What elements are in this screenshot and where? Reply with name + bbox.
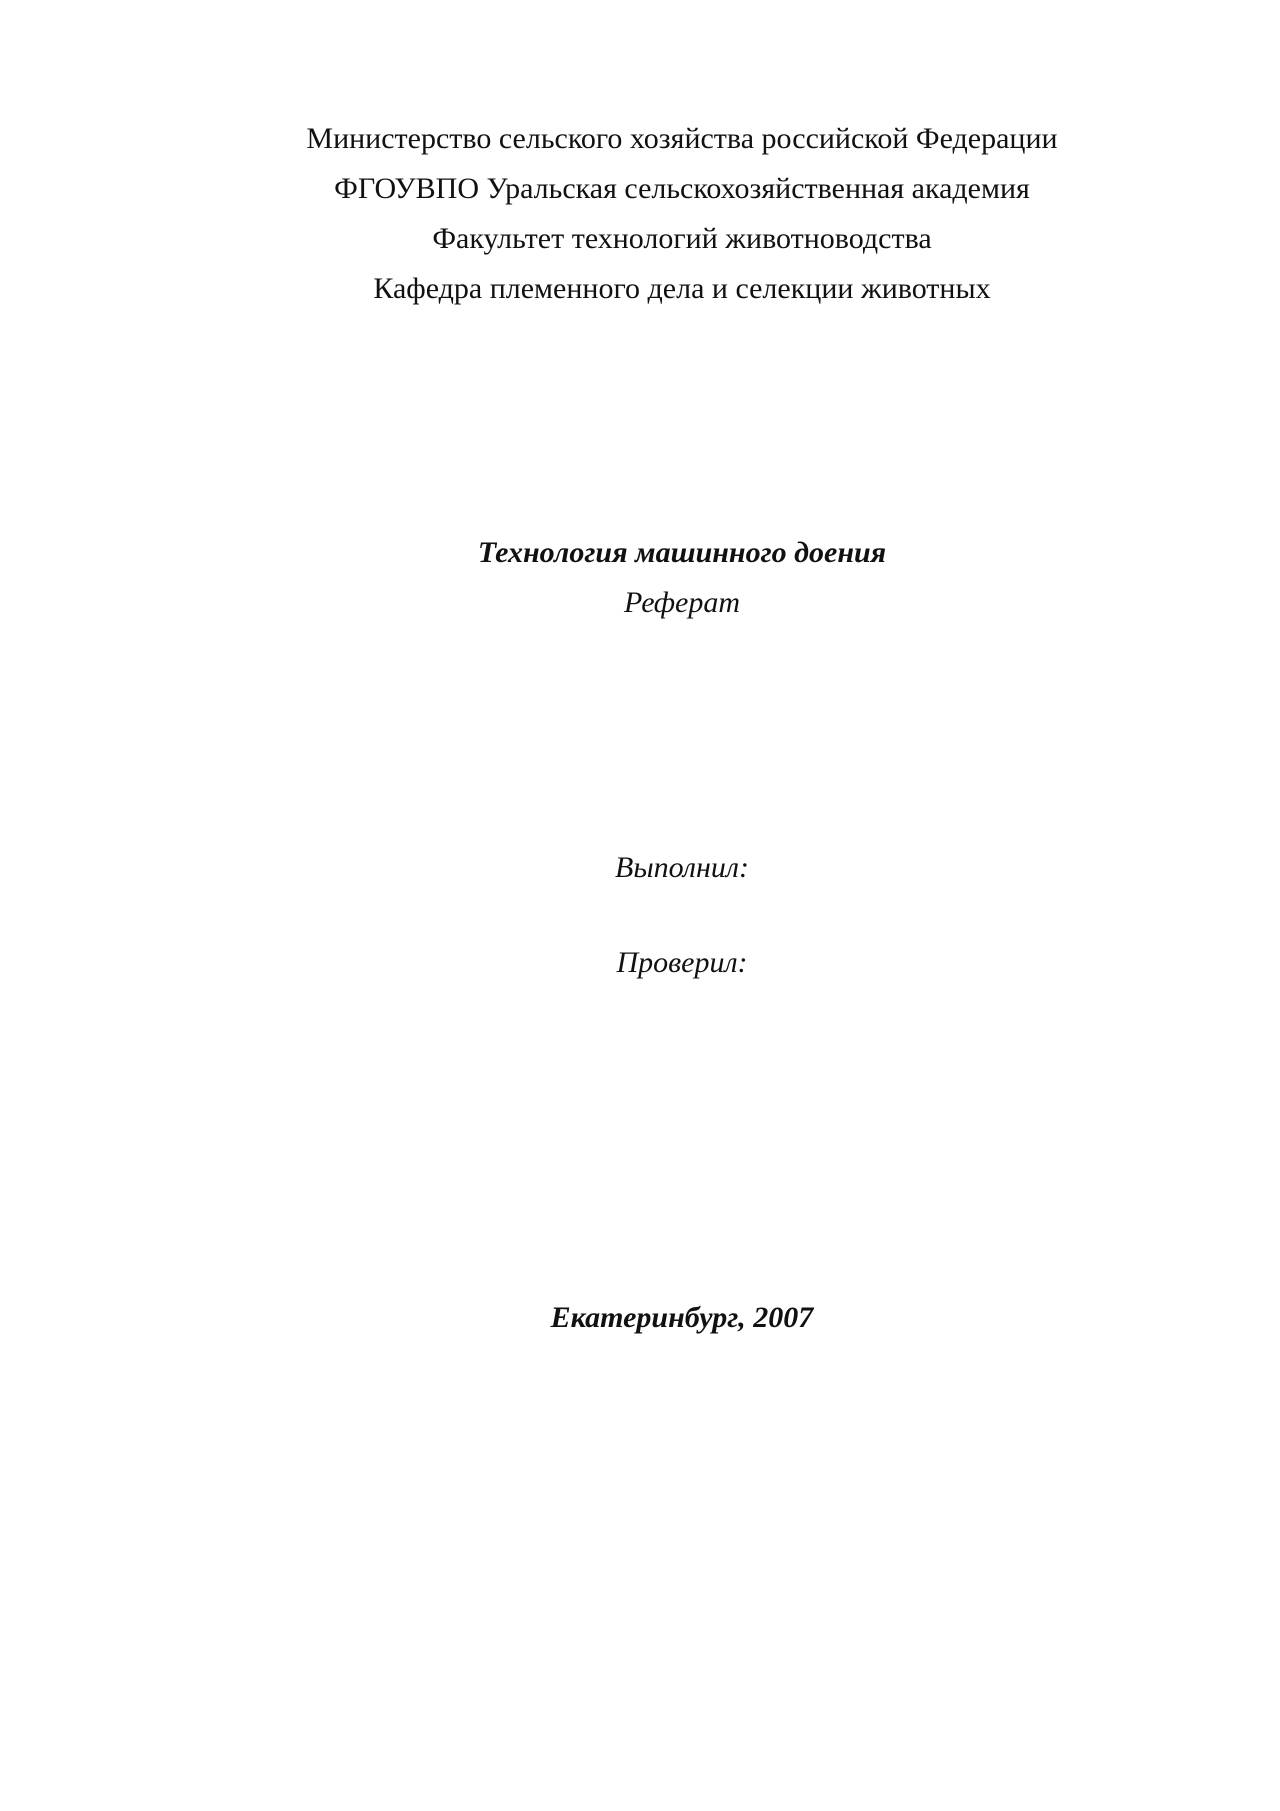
city-year: Екатеринбург, 2007 (550, 1301, 814, 1334)
performed-by-label: Выполнил: (615, 851, 749, 884)
document-type: Реферат (623, 586, 741, 619)
document-title: Технология машинного доения (477, 536, 887, 569)
academy-line: ФГОУВПО Уральская сельскохозяйственная академия (334, 172, 1030, 205)
ministry-line: Министерство сельского хозяйства российской Федерации (306, 122, 1058, 155)
faculty-line: Факультет технологий животноводства (432, 222, 932, 255)
department-line: Кафедра племенного дела и селекции животных (373, 272, 991, 305)
checked-by-label: Проверил: (616, 946, 748, 979)
